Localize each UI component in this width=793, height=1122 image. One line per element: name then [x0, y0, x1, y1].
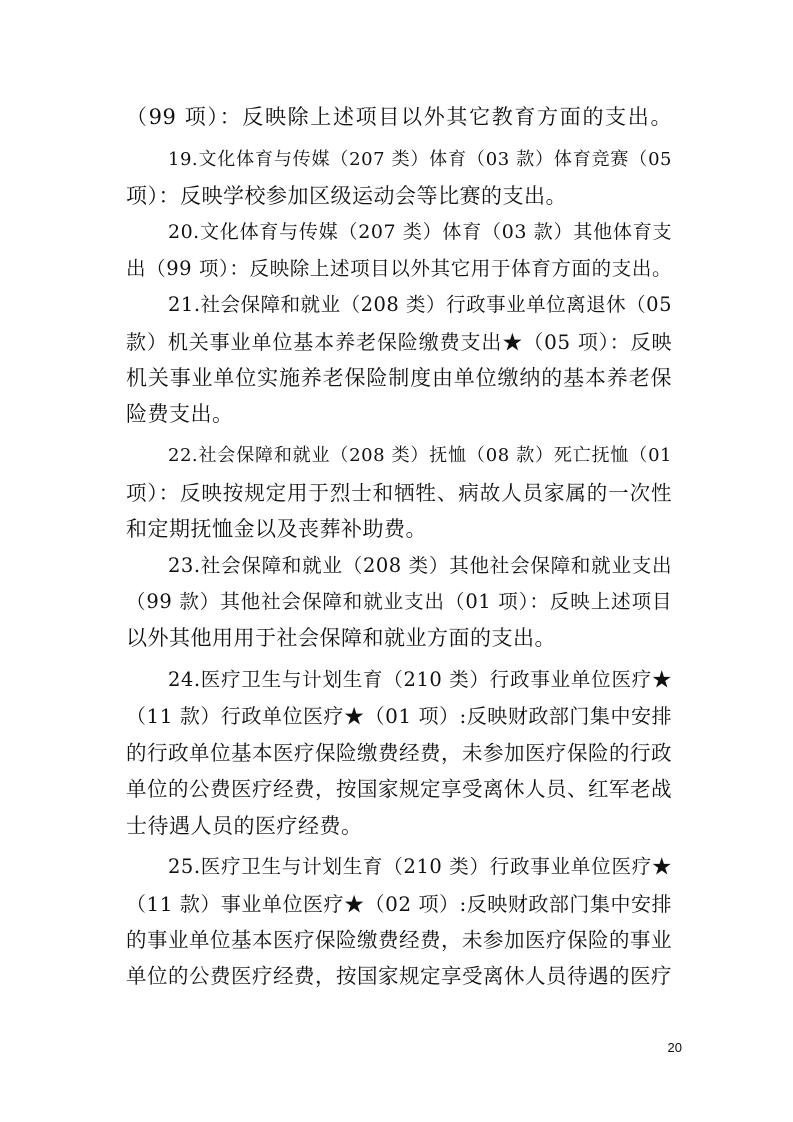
text-line: 机关事业单位实施养老保险制度由单位缴纳的基本养老保 — [126, 366, 672, 390]
text-line: 23.社会保障和就业（208 类）其他社会保障和就业支出 — [168, 554, 672, 577]
text-line: 的事业单位基本医疗保险缴费经费，未参加医疗保险的事业 — [126, 928, 672, 952]
text-line: 24.医疗卫生与计划生育（210 类）行政事业单位医疗★ — [168, 668, 672, 691]
text-line: 19.文化体育与传媒（207 类）体育（03 款）体育竞赛（05 — [168, 149, 672, 170]
page-number: 20 — [667, 1040, 682, 1055]
text-line: 21.社会保障和就业（208 类）行政事业单位离退休（05 — [168, 293, 672, 316]
text-line: （99 项）：反映除上述项目以外其它教育方面的支出。 — [126, 105, 672, 129]
text-line: （11 款）行政单位医疗★（01 项）:反映财政部门集中安排 — [126, 704, 672, 728]
text-line: 单位的公费医疗经费，按国家规定享受离休人员、红军老战 — [126, 777, 672, 801]
text-line: 项）：反映按规定用于烈士和牺牲、病故人员家属的一次性 — [126, 481, 672, 505]
text-line: 的行政单位基本医疗保险缴费经费，未参加医疗保险的行政 — [126, 741, 672, 765]
text-line: 和定期抚恤金以及丧葬补助费。 — [126, 517, 427, 541]
text-line: （99 款）其他社会保障和就业支出（01 项）：反映上述项目 — [126, 590, 672, 613]
text-line: 单位的公费医疗经费，按国家规定享受离休人员待遇的医疗 — [126, 964, 672, 988]
text-line: 以外其他用用于社会保障和就业方面的支出。 — [126, 626, 556, 650]
text-line: 出（99 项）：反映除上述项目以外其它用于体育方面的支出。 — [126, 257, 672, 280]
text-line: （11 款）事业单位医疗★（02 项）:反映财政部门集中安排 — [126, 892, 672, 916]
text-line: 项）：反映学校参加区级运动会等比赛的支出。 — [126, 184, 567, 208]
text-line: 险费支出。 — [126, 402, 234, 426]
text-line: 22.社会保障和就业（208 类）抚恤（08 款）死亡抚恤（01 — [168, 445, 672, 466]
text-line: 款）机关事业单位基本养老保险缴费支出★（05 项）：反映 — [126, 330, 672, 354]
text-line: 20.文化体育与传媒（207 类）体育（03 款）其他体育支 — [168, 221, 672, 243]
text-line: 士待遇人员的医疗经费。 — [126, 814, 363, 838]
text-line: 25.医疗卫生与计划生育（210 类）行政事业单位医疗★ — [168, 855, 672, 878]
